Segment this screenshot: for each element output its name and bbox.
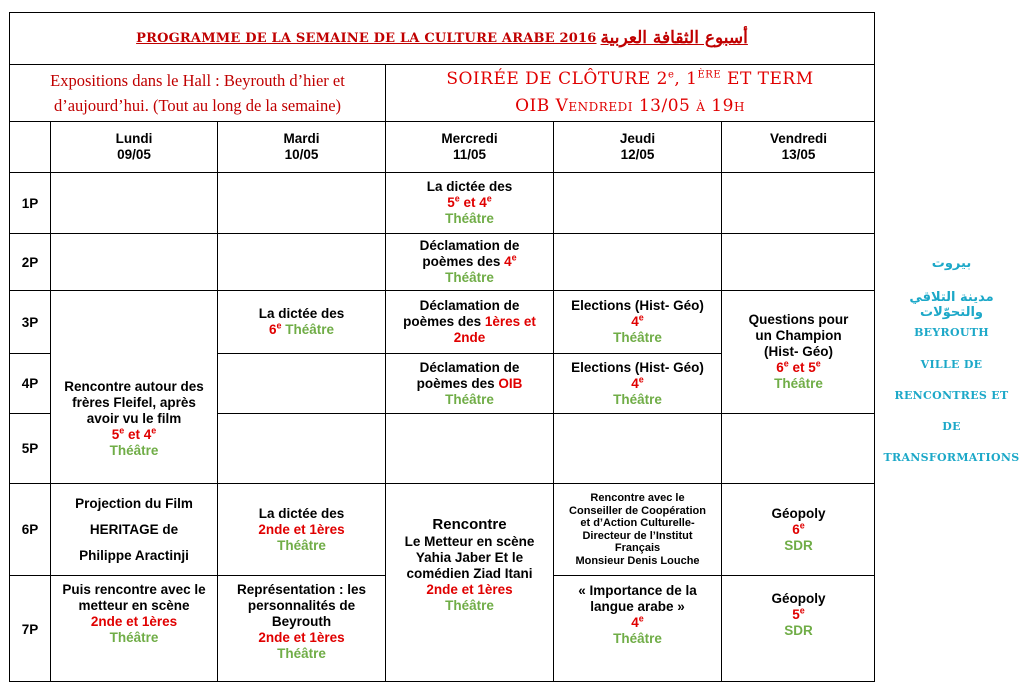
cell-text: Le Metteur en scène bbox=[404, 533, 535, 549]
cell-classes: 2nde et 1ères bbox=[426, 581, 513, 597]
cell-text: (Hist- Géo) bbox=[764, 344, 833, 359]
schedule-cell bbox=[51, 484, 217, 575]
day-date: 11/05 bbox=[452, 147, 487, 162]
day-name: Vendredi bbox=[769, 131, 828, 146]
day-header bbox=[218, 122, 385, 172]
cell-text: poèmes des 4e bbox=[422, 252, 517, 269]
expositions-text: Expositions dans le Hall : Beyrouth d’hier et d’aujourd’hui. (Tout au long de la semaine) bbox=[50, 71, 345, 115]
day-name: Mercredi bbox=[441, 131, 498, 146]
schedule-cell bbox=[51, 354, 217, 483]
soiree-line-1 bbox=[446, 66, 813, 93]
period-label: 6P bbox=[21, 522, 39, 537]
soiree-sup: e bbox=[667, 69, 675, 81]
cell-venue: Théâtre bbox=[109, 442, 159, 458]
cell-classes: 5e et 4e bbox=[447, 193, 492, 210]
day-header bbox=[51, 122, 217, 172]
schedule-cell bbox=[554, 484, 721, 575]
day-date: 12/05 bbox=[620, 147, 655, 162]
day-date: 10/05 bbox=[284, 147, 319, 162]
cell-text: avoir vu le film bbox=[86, 410, 182, 426]
schedule-cell bbox=[386, 291, 553, 353]
period-label: 2P bbox=[21, 254, 39, 270]
cell-venue: Théâtre bbox=[613, 631, 662, 646]
day-header bbox=[722, 122, 875, 172]
cell-text: poèmes des 1ères et bbox=[403, 314, 536, 329]
cell-text: metteur en scène bbox=[78, 598, 190, 613]
soiree-text: SOIRÉE DE CLÔTURE 2 bbox=[446, 69, 668, 89]
divider bbox=[218, 413, 875, 414]
day-date: 13/05 bbox=[781, 147, 816, 162]
schedule-cell bbox=[722, 576, 875, 682]
cell-venue: Théâtre bbox=[774, 376, 823, 391]
cell-classes: 2nde et 1ères bbox=[90, 614, 178, 629]
cell-classes: 4e bbox=[631, 613, 644, 630]
title-arabic: أسبوع الثقافة العربية bbox=[600, 28, 748, 48]
cell-venue: Théâtre bbox=[445, 597, 494, 613]
sidebar-line: TRANSFORMATIONS bbox=[883, 451, 1020, 464]
cell-text: Philippe Aractinji bbox=[79, 547, 189, 563]
expositions-note bbox=[10, 65, 385, 121]
cell-text: et d’Action Culturelle- bbox=[580, 517, 695, 529]
schedule-cell bbox=[386, 354, 553, 413]
cell-text: HERITAGE de bbox=[89, 521, 179, 537]
cell-text: Elections (Hist- Géo) bbox=[571, 298, 704, 313]
soiree-line-2: OIB Vendredi 13/05 à 19h bbox=[515, 96, 745, 116]
schedule-cell bbox=[51, 576, 217, 682]
cell-venue: Théâtre bbox=[445, 211, 494, 226]
sidebar-arabic-city: بيروت bbox=[931, 256, 972, 271]
cell-text: Elections (Hist- Géo) bbox=[571, 359, 704, 375]
cell-text: Monsieur Denis Louche bbox=[575, 554, 700, 567]
title-french: PROGRAMME DE LA SEMAINE DE LA CULTURE ARABE 2016 bbox=[136, 30, 597, 46]
cell-text: personnalités de bbox=[247, 598, 356, 613]
cell-venue: SDR bbox=[784, 537, 813, 553]
cell-classes: 6e et 5e bbox=[776, 358, 821, 375]
sidebar-line: RENCONTRES ET bbox=[894, 389, 1009, 402]
period-label: 3P bbox=[21, 314, 39, 330]
cell-text: Puis rencontre avec le bbox=[62, 582, 206, 597]
cell-text: comédien Ziad Itani bbox=[406, 565, 533, 581]
cell-venue: Théâtre bbox=[613, 391, 662, 407]
schedule-cell bbox=[554, 576, 721, 682]
cell-text: Beyrouth bbox=[271, 614, 332, 629]
cell-venue: Théâtre bbox=[277, 537, 326, 553]
period-label: 1P bbox=[21, 195, 39, 211]
cell-text: un Champion bbox=[755, 328, 842, 343]
cell-classes: 2nde bbox=[453, 330, 486, 345]
cell-text: frères Fleifel, après bbox=[72, 394, 196, 410]
schedule-cell bbox=[218, 291, 385, 353]
cell-text: Rencontre autour des bbox=[64, 378, 204, 394]
cell-text: Géopoly bbox=[771, 591, 826, 606]
period-label: 7P bbox=[21, 621, 39, 637]
cell-classes: 2nde et 1ères bbox=[258, 521, 345, 537]
cell-text: Déclamation de bbox=[419, 298, 520, 313]
schedule-cell bbox=[218, 484, 385, 575]
sidebar-line: BEYROUTH bbox=[914, 326, 989, 339]
schedule-cell bbox=[386, 234, 553, 290]
day-header bbox=[386, 122, 553, 172]
day-header bbox=[554, 122, 721, 172]
cell-classes: 5e bbox=[792, 605, 805, 622]
cell-text: Conseiller de Coopération bbox=[569, 504, 706, 517]
day-name: Mardi bbox=[283, 131, 320, 146]
cell-venue: Théâtre bbox=[109, 630, 159, 645]
period-label: 4P bbox=[21, 376, 39, 391]
schedule-cell bbox=[554, 354, 721, 413]
cell-classes: 5e et 4e bbox=[111, 425, 157, 442]
cell-text: poèmes des OIB bbox=[416, 375, 523, 391]
schedule-cell bbox=[386, 484, 553, 682]
cell-text: Représentation : les bbox=[236, 582, 367, 597]
cell-venue: Théâtre bbox=[445, 270, 494, 285]
cell-text: Rencontre avec le bbox=[590, 492, 685, 504]
page-title bbox=[9, 12, 875, 64]
sidebar-line: DE bbox=[942, 420, 961, 433]
schedule-cell bbox=[722, 291, 875, 413]
soiree-text: ET TERM bbox=[721, 69, 814, 89]
cell-text: langue arabe » bbox=[590, 599, 685, 614]
cell-text: Déclamation de bbox=[419, 238, 520, 253]
cell-text: La dictée des bbox=[258, 306, 345, 321]
day-name: Lundi bbox=[115, 131, 153, 146]
cell-text: Directeur de l’Institut bbox=[582, 529, 693, 542]
soiree-cloture bbox=[386, 65, 874, 121]
cell-venue: SDR bbox=[784, 623, 813, 638]
cell-classes: 2nde et 1ères bbox=[258, 630, 345, 645]
cell-text: Questions pour bbox=[748, 312, 849, 327]
cell-text: Déclamation de bbox=[419, 359, 520, 375]
cell-text: « Importance de la bbox=[578, 583, 697, 598]
cell-classes: 6e Théâtre bbox=[268, 320, 335, 337]
day-date: 09/05 bbox=[117, 147, 151, 162]
sidebar-line: VILLE DE bbox=[920, 358, 983, 371]
soiree-sup: ÈRE bbox=[697, 69, 722, 81]
cell-text: Rencontre bbox=[432, 515, 507, 533]
cell-text: Français bbox=[614, 542, 661, 554]
schedule-cell bbox=[722, 484, 875, 575]
cell-text: Projection du Film bbox=[75, 495, 193, 511]
cell-text: La dictée des bbox=[426, 179, 513, 194]
cell-classes: 4e bbox=[631, 374, 644, 391]
soiree-text: , 1 bbox=[674, 69, 698, 89]
cell-text: Géopoly bbox=[771, 505, 826, 521]
schedule-cell bbox=[386, 173, 553, 233]
schedule-cell bbox=[554, 291, 721, 353]
cell-classes: 6e bbox=[792, 520, 805, 537]
cell-venue: Théâtre bbox=[613, 330, 662, 345]
cell-venue: Théâtre bbox=[277, 646, 326, 661]
cell-text: La dictée des bbox=[258, 505, 345, 521]
cell-venue: Théâtre bbox=[445, 391, 494, 407]
cell-text: Yahia Jaber Et le bbox=[415, 549, 524, 565]
day-name: Jeudi bbox=[619, 131, 656, 146]
schedule-cell bbox=[218, 576, 385, 682]
period-label: 5P bbox=[21, 441, 39, 456]
cell-classes: 4e bbox=[631, 312, 644, 329]
sidebar-arabic-slogan: مدينة التلاقي والتحوّلات bbox=[909, 290, 994, 320]
